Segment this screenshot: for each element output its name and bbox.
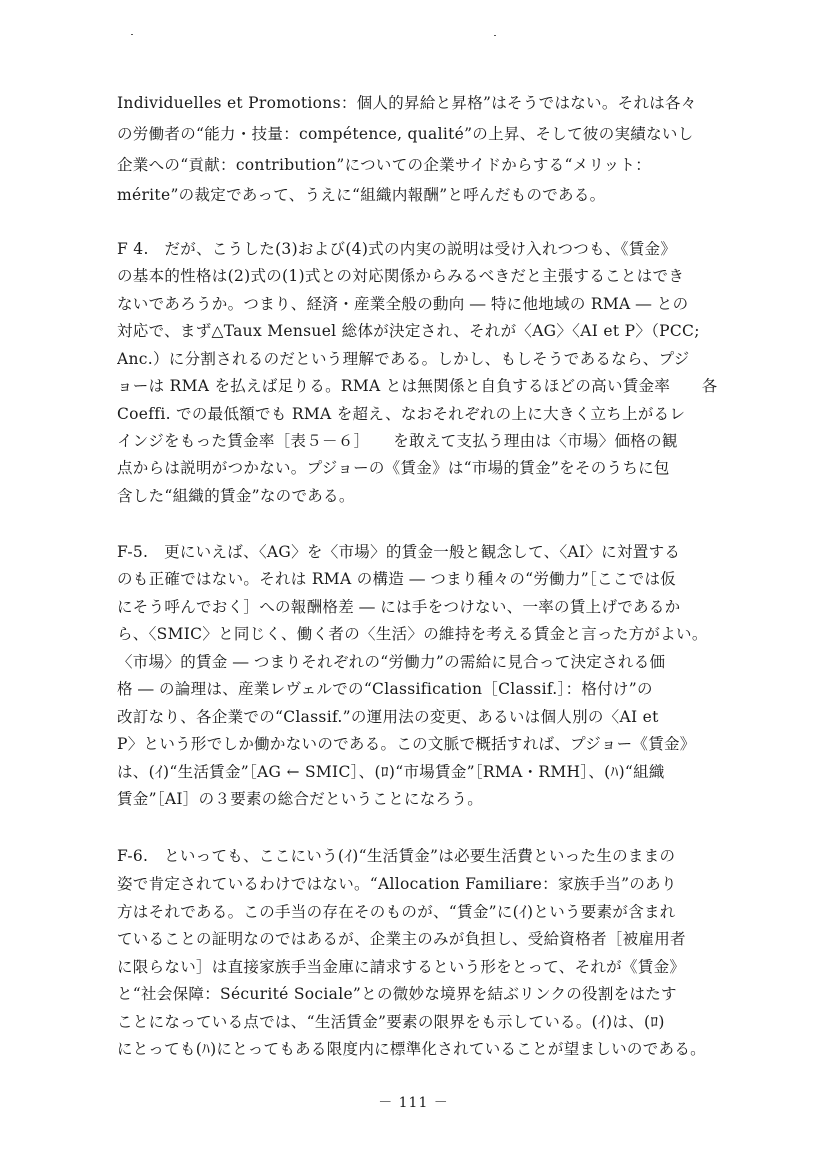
text-line: Individuelles et Promotions：個人的昇給と昇格”はそうではない。それは各々 [117, 94, 697, 112]
text-line: F-6. といっても、ここにいう(ｲ)“生活賃金”は必要生活費といった生のままの [117, 847, 676, 865]
text-line: は、(ｲ)“生活賃金”［AG ← SMIC］、(ﾛ)“市場賃金”［RMA・RMH］、(ﾊ)“組織 [117, 763, 665, 781]
text-line: と“社会保障：Sécurité Sociale”との微妙な境界を結ぶリンクの役割をはたす [117, 985, 677, 1003]
scan-speck [494, 35, 496, 36]
text-line: のも正確ではない。それは RMA の構造 ― つまり種々の“労働力”［ここでは仮 [117, 570, 677, 588]
text-line: にとっても(ﾊ)にとってもある限度内に標準化されていることが望ましいのである。 [117, 1040, 706, 1058]
text-line: の労働者の“能力・技量：compétence, qualité”の上昇、そして彼の実績ないし [117, 125, 694, 143]
text-line: の基本的性格は(2)式の(1)式との対応関係からみるべきだと主張することはでき [117, 267, 685, 285]
text-line: ら、〈SMIC〉と同じく、働く者の〈生活〉の維持を考える賃金と言った方がよい。 [117, 625, 708, 643]
text-line: 企業への“貢献：contribution”についての企業サイドからする“メリット： [117, 156, 652, 174]
text-line: ョーは RMA を払えば足りる。RMA とは無関係と自負するほどの高い賃金率 各 [117, 377, 718, 395]
text-line: 格 ― の論理は、産業レヴェルでの“Classification［Classif.］：格付け”の [117, 680, 653, 698]
scan-speck [131, 34, 133, 35]
text-line: 方はそれである。この手当の存在そのものが、“賃金”に(ｲ)という要素が含まれ [117, 903, 676, 921]
text-line: に限らない］は直接家族手当金庫に請求するという形をとって、それが《賃金》 [117, 958, 686, 976]
text-line: 姿で肯定されているわけではない。“Allocation Familiare：家族手当”のあり [117, 875, 677, 893]
text-line: ないであろうか。つまり、経済・産業全般の動向 ― 特に他地域の RMA ― との [117, 295, 689, 313]
text-line: F 4. だが、こうした(3)および(4)式の内実の説明は受け入れつつも、《賃金》 [117, 240, 677, 258]
text-line: F-5. 更にいえば、〈AG〉を〈市場〉的賃金一般と観念して、〈AI〉に対置する [117, 543, 681, 561]
text-line: Anc.）に分割されるのだという理解である。しかし、もしそうであるなら、プジ [117, 350, 690, 368]
text-line: 点からは説明がつかない。プジョーの《賃金》は“市場的賃金”をそのうちに包 [117, 459, 670, 477]
text-line: にそう呼んでおく］への報酬格差 ― には手をつけない、一率の賃上げであるか [117, 598, 681, 616]
text-line: 含した“組織的賃金”なのである。 [117, 487, 355, 505]
text-line: 改訂なり、各企業での“Classif.”の運用法の変更、あるいは個人別の〈AI et [117, 708, 659, 726]
text-line: ていることの証明なのではあるが、企業主のみが負担し、受給資格者［被雇用者 [117, 930, 686, 948]
text-line: Coeffi. での最低額でも RMA を超え、なおそれぞれの上に大きく立ち上がるレ [117, 405, 686, 423]
text-line: インジをもった賃金率［表５－６］ を敢えて支払う理由は〈市場〉価格の観 [117, 432, 678, 450]
text-line: 〈市場〉的賃金 ― つまりそれぞれの“労働力”の需給に見合って決定される価 [117, 653, 666, 671]
page-number: － 111 － [378, 1095, 449, 1111]
text-line: P〉という形でしか働かないのである。この文脈で概括すれば、プジョー《賃金》 [117, 735, 696, 753]
text-line: mérite”の裁定であって、うえに“組織内報酬”と呼んだものである。 [117, 186, 606, 204]
text-line: ことになっている点では、“生活賃金”要素の限界をも示している。(ｲ)は、(ﾛ) [117, 1013, 665, 1031]
text-line: 賃金”［AI］の３要素の総合だということになろう。 [117, 790, 483, 808]
text-line: 対応で、まず△Taux Mensuel 総体が決定され、それが〈AG〉〈AI et P〉（PCC; [117, 322, 700, 340]
